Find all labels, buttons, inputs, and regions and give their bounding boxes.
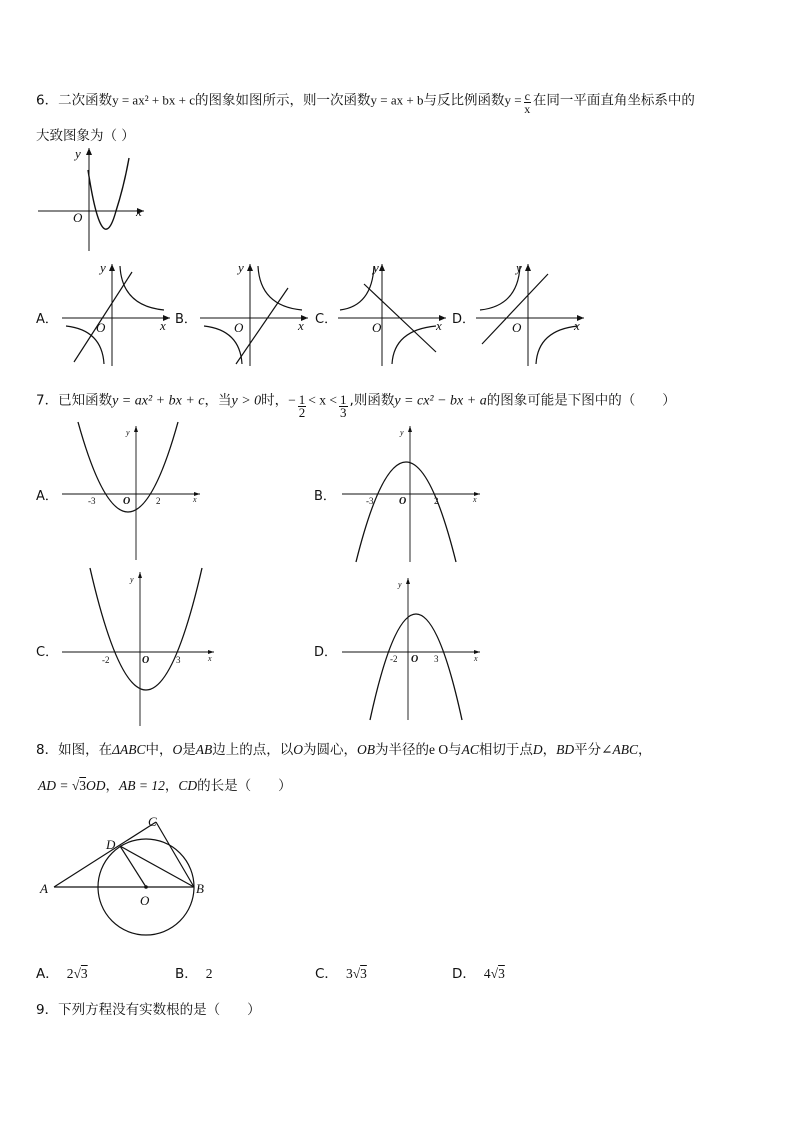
- q7-text: ，当: [204, 392, 232, 409]
- numerator: 1: [340, 392, 347, 407]
- axis-y-label: y: [516, 260, 522, 275]
- denominator: 3: [340, 405, 347, 420]
- axis-x-label: x: [574, 318, 580, 333]
- denominator: x: [524, 102, 531, 116]
- q8-option-b[interactable]: [175, 962, 213, 982]
- denominator: 2: [298, 405, 306, 420]
- q6-text: 二次函数: [58, 92, 113, 109]
- q6-text: 在同一平面直角坐标系中的: [532, 92, 695, 109]
- origin-label: O: [96, 320, 106, 335]
- q8-option-c[interactable]: [315, 962, 367, 982]
- q8-stem-line2: [38, 774, 292, 794]
- q7-option-c-graph[interactable]: [60, 568, 220, 728]
- axis-x-label: x: [298, 318, 304, 333]
- option-label: D．: [452, 966, 476, 982]
- axis-x-label: x: [160, 318, 166, 333]
- q8-text: 为圆心，: [303, 742, 358, 758]
- q8-text: 是: [182, 742, 196, 758]
- q8-circle: e O: [429, 742, 449, 757]
- q8-text: 的长是（ ）: [197, 778, 292, 794]
- axis-x-label: x: [136, 204, 142, 219]
- q7-formula-2: y = cx² − bx + a: [394, 393, 487, 409]
- q7-formula-1: y = ax² + bx + c: [112, 393, 205, 409]
- origin-label: O: [123, 496, 131, 507]
- q6-stem-line1: [36, 88, 695, 116]
- q8-point: D: [532, 742, 543, 757]
- q8-text: 中，: [145, 742, 173, 758]
- axis-y-label: y: [126, 428, 130, 437]
- axis-x-label: x: [474, 654, 478, 663]
- point-o-label: O: [140, 893, 150, 908]
- q8-text: 边上的点，以: [212, 742, 294, 758]
- origin-label: O: [399, 496, 407, 507]
- axis-y-label: y: [100, 260, 106, 275]
- origin-label: O: [73, 210, 83, 225]
- q7-option-a-graph[interactable]: [60, 422, 210, 562]
- option-label: A．: [36, 966, 59, 982]
- origin-label: O: [512, 320, 522, 335]
- q7-fraction-2: [339, 394, 348, 419]
- q8-text: ，: [542, 742, 557, 758]
- q6-number: 6．: [36, 92, 59, 109]
- q8-option-a[interactable]: [36, 962, 88, 982]
- q7-option-c-label[interactable]: C．: [36, 645, 59, 660]
- q7-fraction-1: [298, 394, 307, 419]
- option-label: B．: [175, 966, 198, 982]
- option-coefficient: 2: [66, 966, 74, 981]
- point-b-label: B: [196, 881, 204, 896]
- q8-segment: CD: [178, 778, 198, 793]
- q7-text: ,则函数: [349, 392, 395, 409]
- point-c-label: C: [148, 814, 157, 829]
- q8-text: 如图，在: [58, 742, 113, 758]
- q8-segment: OB: [357, 742, 376, 757]
- sqrt-radicand: 3: [80, 966, 88, 981]
- q7-option-a-label[interactable]: A．: [36, 489, 58, 504]
- q8-equation: AD =: [38, 778, 72, 793]
- sqrt-symbol: √: [71, 778, 80, 793]
- q7-text: 时，: [261, 392, 289, 409]
- axis-y-label: y: [398, 580, 402, 589]
- separator: ，: [105, 778, 120, 794]
- q7-minus: −: [288, 392, 296, 408]
- separator: ，: [164, 778, 179, 794]
- q8-text: 为半径的: [375, 742, 430, 758]
- q6-text: 与反比例函数: [423, 92, 505, 109]
- axis-x-label: x: [436, 318, 442, 333]
- origin-label: O: [142, 655, 150, 666]
- q9-stem: [36, 998, 261, 1018]
- q6-option-c-label[interactable]: C．: [315, 312, 338, 327]
- q9-text: 下列方程没有实数根的是（ ）: [58, 1002, 261, 1018]
- q7-text: 已知函数: [58, 392, 113, 409]
- q6-option-d-graph[interactable]: [474, 260, 586, 370]
- axis-x-label: x: [193, 495, 197, 504]
- q7-text: 的图象可能是下图中的（ ）: [486, 392, 676, 409]
- q6-text: 的图象如图所示，则一次函数: [195, 92, 371, 109]
- q6-stem-line2: 大致图象为（ ）: [36, 128, 135, 144]
- q8-text: ，: [637, 742, 652, 758]
- option-coefficient: 2: [205, 966, 213, 981]
- q6-option-a-label[interactable]: A．: [36, 312, 58, 327]
- q6-fraction: [524, 90, 531, 115]
- sqrt-symbol: √: [73, 966, 81, 981]
- numerator: 1: [298, 392, 306, 407]
- numerator: c: [524, 89, 530, 103]
- option-coefficient: 4: [483, 966, 491, 981]
- origin-label: O: [372, 320, 382, 335]
- origin-label: O: [411, 654, 419, 665]
- tick-label: 3: [434, 654, 439, 664]
- tick-label: 2: [156, 496, 161, 506]
- sqrt-radicand: 3: [79, 778, 87, 793]
- sqrt-symbol: √: [352, 966, 361, 981]
- origin-label: O: [234, 320, 244, 335]
- tick-label: -2: [390, 654, 398, 664]
- q6-option-b-label[interactable]: B．: [175, 312, 197, 327]
- sqrt-symbol: √: [490, 966, 499, 981]
- q9-number: 9．: [36, 1002, 59, 1018]
- axis-x-label: x: [473, 495, 477, 504]
- axis-y-label: y: [373, 260, 379, 275]
- axis-y-label: y: [238, 260, 244, 275]
- tick-label: -2: [102, 655, 110, 665]
- q6-formula-quadratic: y = ax² + bx + c: [112, 92, 196, 108]
- q8-number: 8．: [36, 742, 59, 758]
- q7-option-b-label[interactable]: B．: [314, 489, 336, 504]
- q6-option-a-graph[interactable]: [60, 260, 172, 370]
- q8-equation: OD: [86, 778, 106, 793]
- q6-parabola-graph: [36, 144, 156, 254]
- tick-label: -3: [88, 496, 96, 506]
- q8-text: 与: [448, 742, 462, 758]
- q7-option-d-graph[interactable]: [340, 574, 490, 724]
- q7-stem: [36, 388, 676, 420]
- q6-formula-linear: y = ax + b: [370, 92, 424, 108]
- option-label: C．: [315, 966, 338, 982]
- sqrt-radicand: 3: [360, 966, 367, 981]
- q8-segment: BD: [556, 742, 575, 757]
- option-coefficient: 3: [345, 966, 353, 981]
- q7-inequality: < x <: [308, 392, 338, 408]
- point-d-label: D: [106, 837, 116, 852]
- axis-y-label: y: [75, 146, 81, 161]
- q8-option-d[interactable]: [452, 962, 505, 982]
- sqrt-radicand: 3: [498, 966, 505, 981]
- q6-option-c-graph[interactable]: [336, 260, 448, 370]
- q8-triangle: ΔABC: [112, 742, 146, 757]
- axis-y-label: y: [130, 575, 134, 584]
- q8-stem-line1: [36, 738, 651, 758]
- q8-geometry-figure: [36, 812, 216, 942]
- q6-option-d-label[interactable]: D．: [452, 312, 476, 327]
- q6-option-b-graph[interactable]: [198, 260, 310, 370]
- q8-text: 平分: [574, 742, 602, 758]
- q8-point: O: [172, 742, 183, 757]
- q8-segment: AB: [195, 742, 213, 757]
- q8-segment: AC: [461, 742, 479, 757]
- q7-option-b-graph[interactable]: [340, 422, 490, 562]
- q8-angle: ∠ABC: [601, 742, 638, 757]
- q8-equation: AB = 12: [119, 778, 165, 793]
- tick-label: 2: [434, 496, 439, 506]
- q7-option-d-label[interactable]: D．: [314, 645, 338, 660]
- tick-label: -3: [366, 496, 374, 506]
- q7-condition: y > 0: [231, 393, 262, 409]
- q7-number: 7．: [36, 392, 59, 409]
- q6-formula-inverse: y =: [504, 92, 522, 108]
- q8-text: 相切于点: [478, 742, 533, 758]
- axis-y-label: y: [400, 428, 404, 437]
- point-a-label: A: [40, 881, 48, 896]
- axis-x-label: x: [208, 654, 212, 663]
- tick-label: 3: [176, 655, 181, 665]
- q8-point: O: [293, 742, 304, 757]
